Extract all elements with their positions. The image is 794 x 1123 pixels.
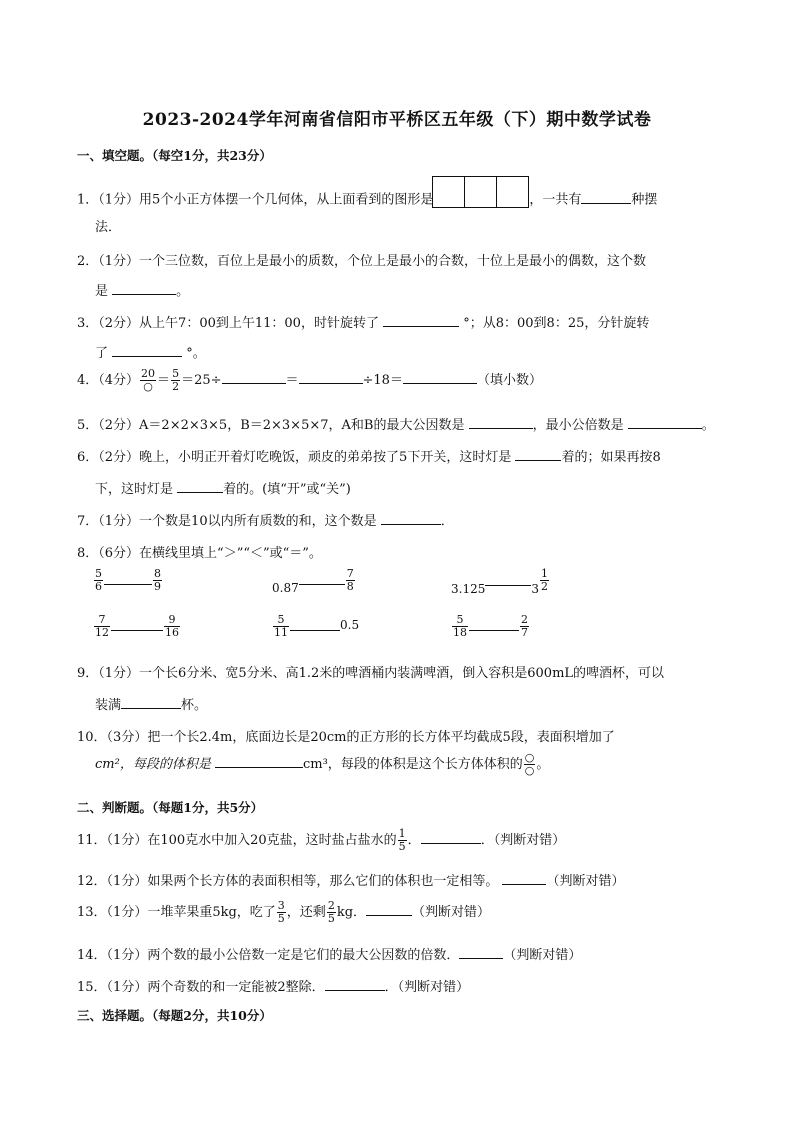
answer-blank[interactable] bbox=[299, 369, 363, 384]
answer-blank[interactable] bbox=[381, 510, 441, 525]
question-15: 15．（1分）两个奇数的和一定能被2整除． ．（判断对错） bbox=[77, 976, 469, 995]
fraction: $\frac{5}{2}$ bbox=[172, 367, 180, 393]
question-9: 9．（1分）一个长6分米、宽5分米、高1.2米的啤酒桶内装满啤酒，倒入容积是600mL的啤酒杯，可以 bbox=[77, 666, 665, 681]
question-1: 1．（1分）用5个小正方体摆一个几何体，从上面看到的图形是 ，一共有 种摆 bbox=[77, 182, 657, 218]
question-2-cont: 是 。 bbox=[95, 280, 189, 299]
answer-blank[interactable] bbox=[290, 630, 340, 631]
compare-item: $\frac{5}{6}$ $\frac{8}{9}$ bbox=[95, 567, 161, 593]
answer-blank[interactable] bbox=[502, 870, 546, 885]
page-title: 2023-2024学年河南省信阳市平桥区五年级（下）期中数学试卷 bbox=[142, 110, 652, 130]
question-10: 10．（3分）把一个长2.4m，底面边长是20cm的正方形的长方体平均截成5段，表面积增加了 bbox=[77, 730, 615, 745]
answer-blank[interactable] bbox=[515, 446, 561, 461]
answer-blank[interactable] bbox=[299, 584, 345, 585]
answer-blank[interactable] bbox=[383, 312, 459, 327]
answer-blank[interactable] bbox=[366, 901, 412, 916]
compare-item: 3.125 3 $\frac{1}{2}$ bbox=[451, 567, 548, 596]
question-14: 14．（1分）两个数的最小公倍数一定是它们的最大公因数的倍数． （判断对错） bbox=[77, 944, 581, 963]
section-heading-judge: 二、判断题。（每题1分，共5分） bbox=[77, 800, 264, 815]
answer-blank[interactable] bbox=[177, 478, 223, 493]
answer-blank[interactable] bbox=[215, 753, 303, 768]
question-3: 3．（2分）从上午7：00到上午11：00，时针旋转了 °；从8：00到8：25，分针旋转 bbox=[77, 312, 649, 331]
answer-blank[interactable] bbox=[485, 585, 531, 586]
question-6-cont: 下，这时灯是 着的。(填“开”或“关”) bbox=[95, 478, 351, 497]
answer-blank[interactable] bbox=[469, 630, 519, 631]
section-heading-fill: 一、填空题。（每空1分，共23分） bbox=[77, 148, 272, 163]
answer-blank[interactable] bbox=[222, 369, 286, 384]
compare-item: 0.87 $\frac{7}{8}$ bbox=[272, 567, 354, 595]
answer-blank[interactable] bbox=[104, 584, 152, 585]
answer-blank[interactable] bbox=[111, 630, 163, 631]
answer-blank[interactable] bbox=[581, 189, 631, 204]
question-4: 4．（4分） $\frac{20}{○}$ ＝ $\frac{5}{2}$ ＝25÷ ＝ ÷18＝ （填小数） bbox=[77, 367, 542, 393]
answer-blank[interactable] bbox=[325, 976, 385, 991]
answer-blank[interactable] bbox=[112, 280, 176, 295]
answer-blank[interactable] bbox=[403, 369, 477, 384]
question-2: 2．（1分）一个三位数，百位上是最小的质数，个位上是最小的合数，十位上是最小的偶数，这个数 bbox=[77, 254, 647, 269]
compare-item: $\frac{7}{12}$ $\frac{9}{16}$ bbox=[95, 613, 179, 639]
answer-blank[interactable] bbox=[121, 694, 181, 709]
question-1-cont: 法． bbox=[95, 220, 122, 235]
answer-blank[interactable] bbox=[112, 342, 182, 357]
answer-blank[interactable] bbox=[459, 944, 503, 959]
question-7: 7．（1分）一个数是10以内所有质数的和，这个数是 ． bbox=[77, 510, 454, 529]
question-11: 11．（1分）在100克水中加入20克盐，这时盐占盐水的 $\frac{1}{5}$ ． ．（判断对错） bbox=[77, 827, 566, 853]
question-6: 6．（2分）晚上，小明正开着灯吃晚饭，顽皮的弟弟按了5下开关，这时灯是 着的；如果再按8 bbox=[77, 446, 661, 465]
answer-blank[interactable] bbox=[469, 414, 533, 429]
top-view-figure bbox=[433, 176, 529, 212]
answer-blank[interactable] bbox=[421, 829, 481, 844]
question-10-cont: cm²，每段的体积是 cm³，每段的体积是这个长方体体积的 $\frac{○}{○}$ 。 bbox=[95, 751, 550, 777]
question-5: 5．（2分）A＝2×2×3×5，B＝2×3×5×7，A和B的最大公因数是 ，最小公倍数是 。 bbox=[77, 414, 715, 433]
answer-blank[interactable] bbox=[628, 414, 702, 429]
compare-item: $\frac{5}{18}$ $\frac{2}{7}$ bbox=[453, 613, 528, 639]
question-12: 12．（1分）如果两个长方体的表面积相等，那么它们的体积也一定相等。 （判断对错） bbox=[77, 870, 624, 889]
question-8: 8．（6分）在横线里填上“＞”“＜”或“＝”。 bbox=[77, 546, 322, 561]
fraction: $\frac{20}{○}$ bbox=[141, 367, 156, 393]
question-3-cont: 了 °。 bbox=[95, 342, 206, 361]
question-13: 13．（1分）一堆苹果重5kg，吃了 $\frac{3}{5}$ ，还剩 $\frac{2}{5}$ kg． （判断对错） bbox=[77, 899, 491, 925]
compare-item: $\frac{5}{11}$ 0.5 bbox=[274, 613, 360, 639]
question-9-cont: 装满 杯。 bbox=[95, 694, 207, 713]
section-heading-choice: 三、选择题。（每题2分，共10分） bbox=[77, 1008, 272, 1023]
